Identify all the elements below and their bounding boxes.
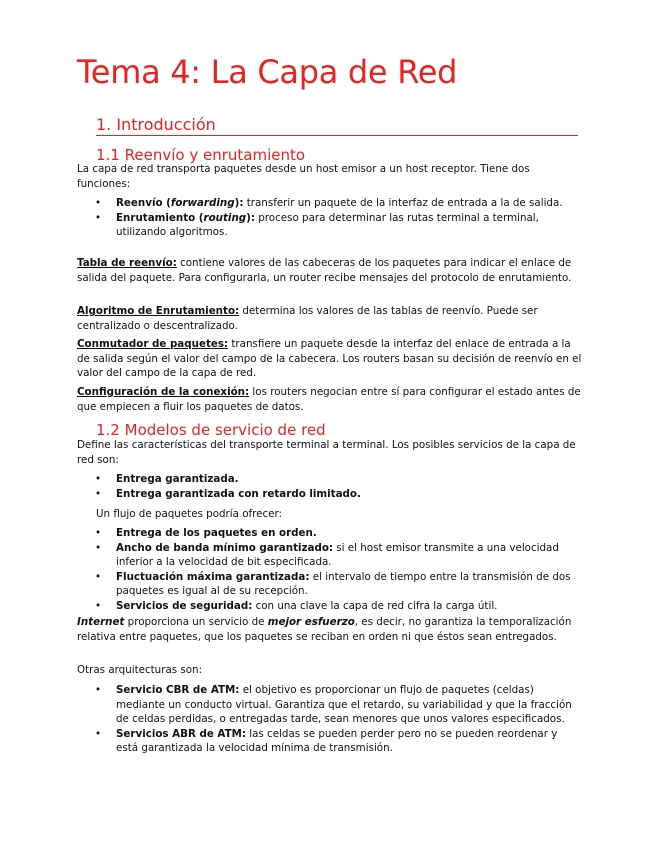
list-item: • Fluctuación máxima garantizada: el intervalo de tiempo entre la transmisión de dos paquetes es igual al de su recepción. bbox=[95, 570, 571, 597]
guaranteed-services-list bbox=[77, 472, 582, 501]
bullet-icon: • bbox=[95, 527, 102, 539]
list-item: • Entrega garantizada. bbox=[95, 473, 239, 485]
paragraph-intro: La capa de red transporta paquetes desde un host emisor a un host receptor. Tiene dos funciones: bbox=[77, 163, 530, 190]
list-item: • Enrutamiento (routing): proceso para determinar las rutas terminal a terminal, utilizando algoritmos. bbox=[95, 211, 539, 238]
atm-services-list bbox=[77, 683, 582, 756]
paragraph-otras-arquitecturas: Otras arquitecturas son: bbox=[77, 664, 203, 676]
bullet-icon: • bbox=[95, 570, 102, 583]
bullet-icon: • bbox=[95, 541, 102, 554]
flow-services-list bbox=[77, 526, 582, 613]
bullet-icon: • bbox=[95, 684, 102, 696]
paragraph-modelos-intro: Define las características del transporte terminal a terminal. Los posibles servicios de la capa de red son: bbox=[77, 439, 576, 466]
list-item: • Ancho de banda mínimo garantizado: si el host emisor transmite a una velocidad inferior a la velocidad de bit especificada. bbox=[95, 541, 559, 568]
subsection-heading-modelos-servicio: 1.2 Modelos de servicio de red bbox=[96, 421, 326, 439]
section-heading-introduccion: 1. Introducción bbox=[96, 115, 216, 134]
functions-list bbox=[77, 196, 582, 240]
page-title: Tema 4: La Capa de Red bbox=[77, 53, 458, 91]
bullet-icon: • bbox=[95, 487, 102, 500]
bullet-icon: • bbox=[95, 211, 102, 224]
list-item: • Servicios de seguridad: con una clave la capa de red cifra la carga útil. bbox=[95, 599, 498, 612]
list-item: • Entrega garantizada con retardo limitado. bbox=[95, 487, 361, 500]
definition-configuracion-conexion: Configuración de la conexión: los routers negocian entre sí para configurar el estado antes de que empiecen a fluir los paquetes de datos. bbox=[77, 386, 581, 413]
subsection-heading-reenvio: 1.1 Reenvío y enrutamiento bbox=[96, 146, 306, 164]
definition-algoritmo-enrutamiento: Algoritmo de Enrutamiento: determina los valores de las tablas de reenvío. Puede ser centralizado o descentralizado. bbox=[77, 305, 538, 332]
bullet-icon: • bbox=[95, 599, 102, 612]
list-item: • Servicio CBR de ATM: el objetivo es proporcionar un flujo de paquetes (celdas) mediante un conducto virtual. Garantiza que el retardo, su variabilidad y que la fracción de celdas perdidas, o entregadas tarde, sean menores que unos valores especificados. bbox=[95, 684, 572, 725]
list-item: • Servicios ABR de ATM: las celdas se pueden perder pero no se pueden reordenar y está garantizada la velocidad mínima de transmisión. bbox=[95, 727, 558, 754]
definition-conmutador-paquetes: Conmutador de paquetes: transfiere un paquete desde la interfaz del enlace de entrada a la de salida según el valor del campo de la cabecera. Los routers basan su decisión de reenvío en el valor del campo de la capa de red. bbox=[77, 338, 582, 379]
section-heading-rule bbox=[96, 135, 578, 136]
list-item: • Entrega de los paquetes en orden. bbox=[95, 527, 317, 539]
bullet-icon: • bbox=[95, 197, 102, 209]
bullet-icon: • bbox=[95, 473, 102, 485]
definition-tabla-reenvio: Tabla de reenvío: contiene valores de las cabeceras de los paquetes para indicar el enlace de salida del paquete. Para configurarla, un router recibe mensajes del protocolo de enrutamiento. bbox=[77, 257, 572, 284]
list-item: • Reenvío (forwarding): transferir un paquete de la interfaz de entrada a la de salida. bbox=[95, 197, 563, 209]
bullet-icon: • bbox=[95, 727, 102, 740]
paragraph-internet: Internet proporciona un servicio de mejor esfuerzo, es decir, no garantiza la temporalización relativa entre paquetes, que los paquetes se reciban en orden ni que éstos sean entregados. bbox=[77, 616, 572, 643]
paragraph-flujo-intro: Un flujo de paquetes podría ofrecer: bbox=[96, 508, 283, 520]
